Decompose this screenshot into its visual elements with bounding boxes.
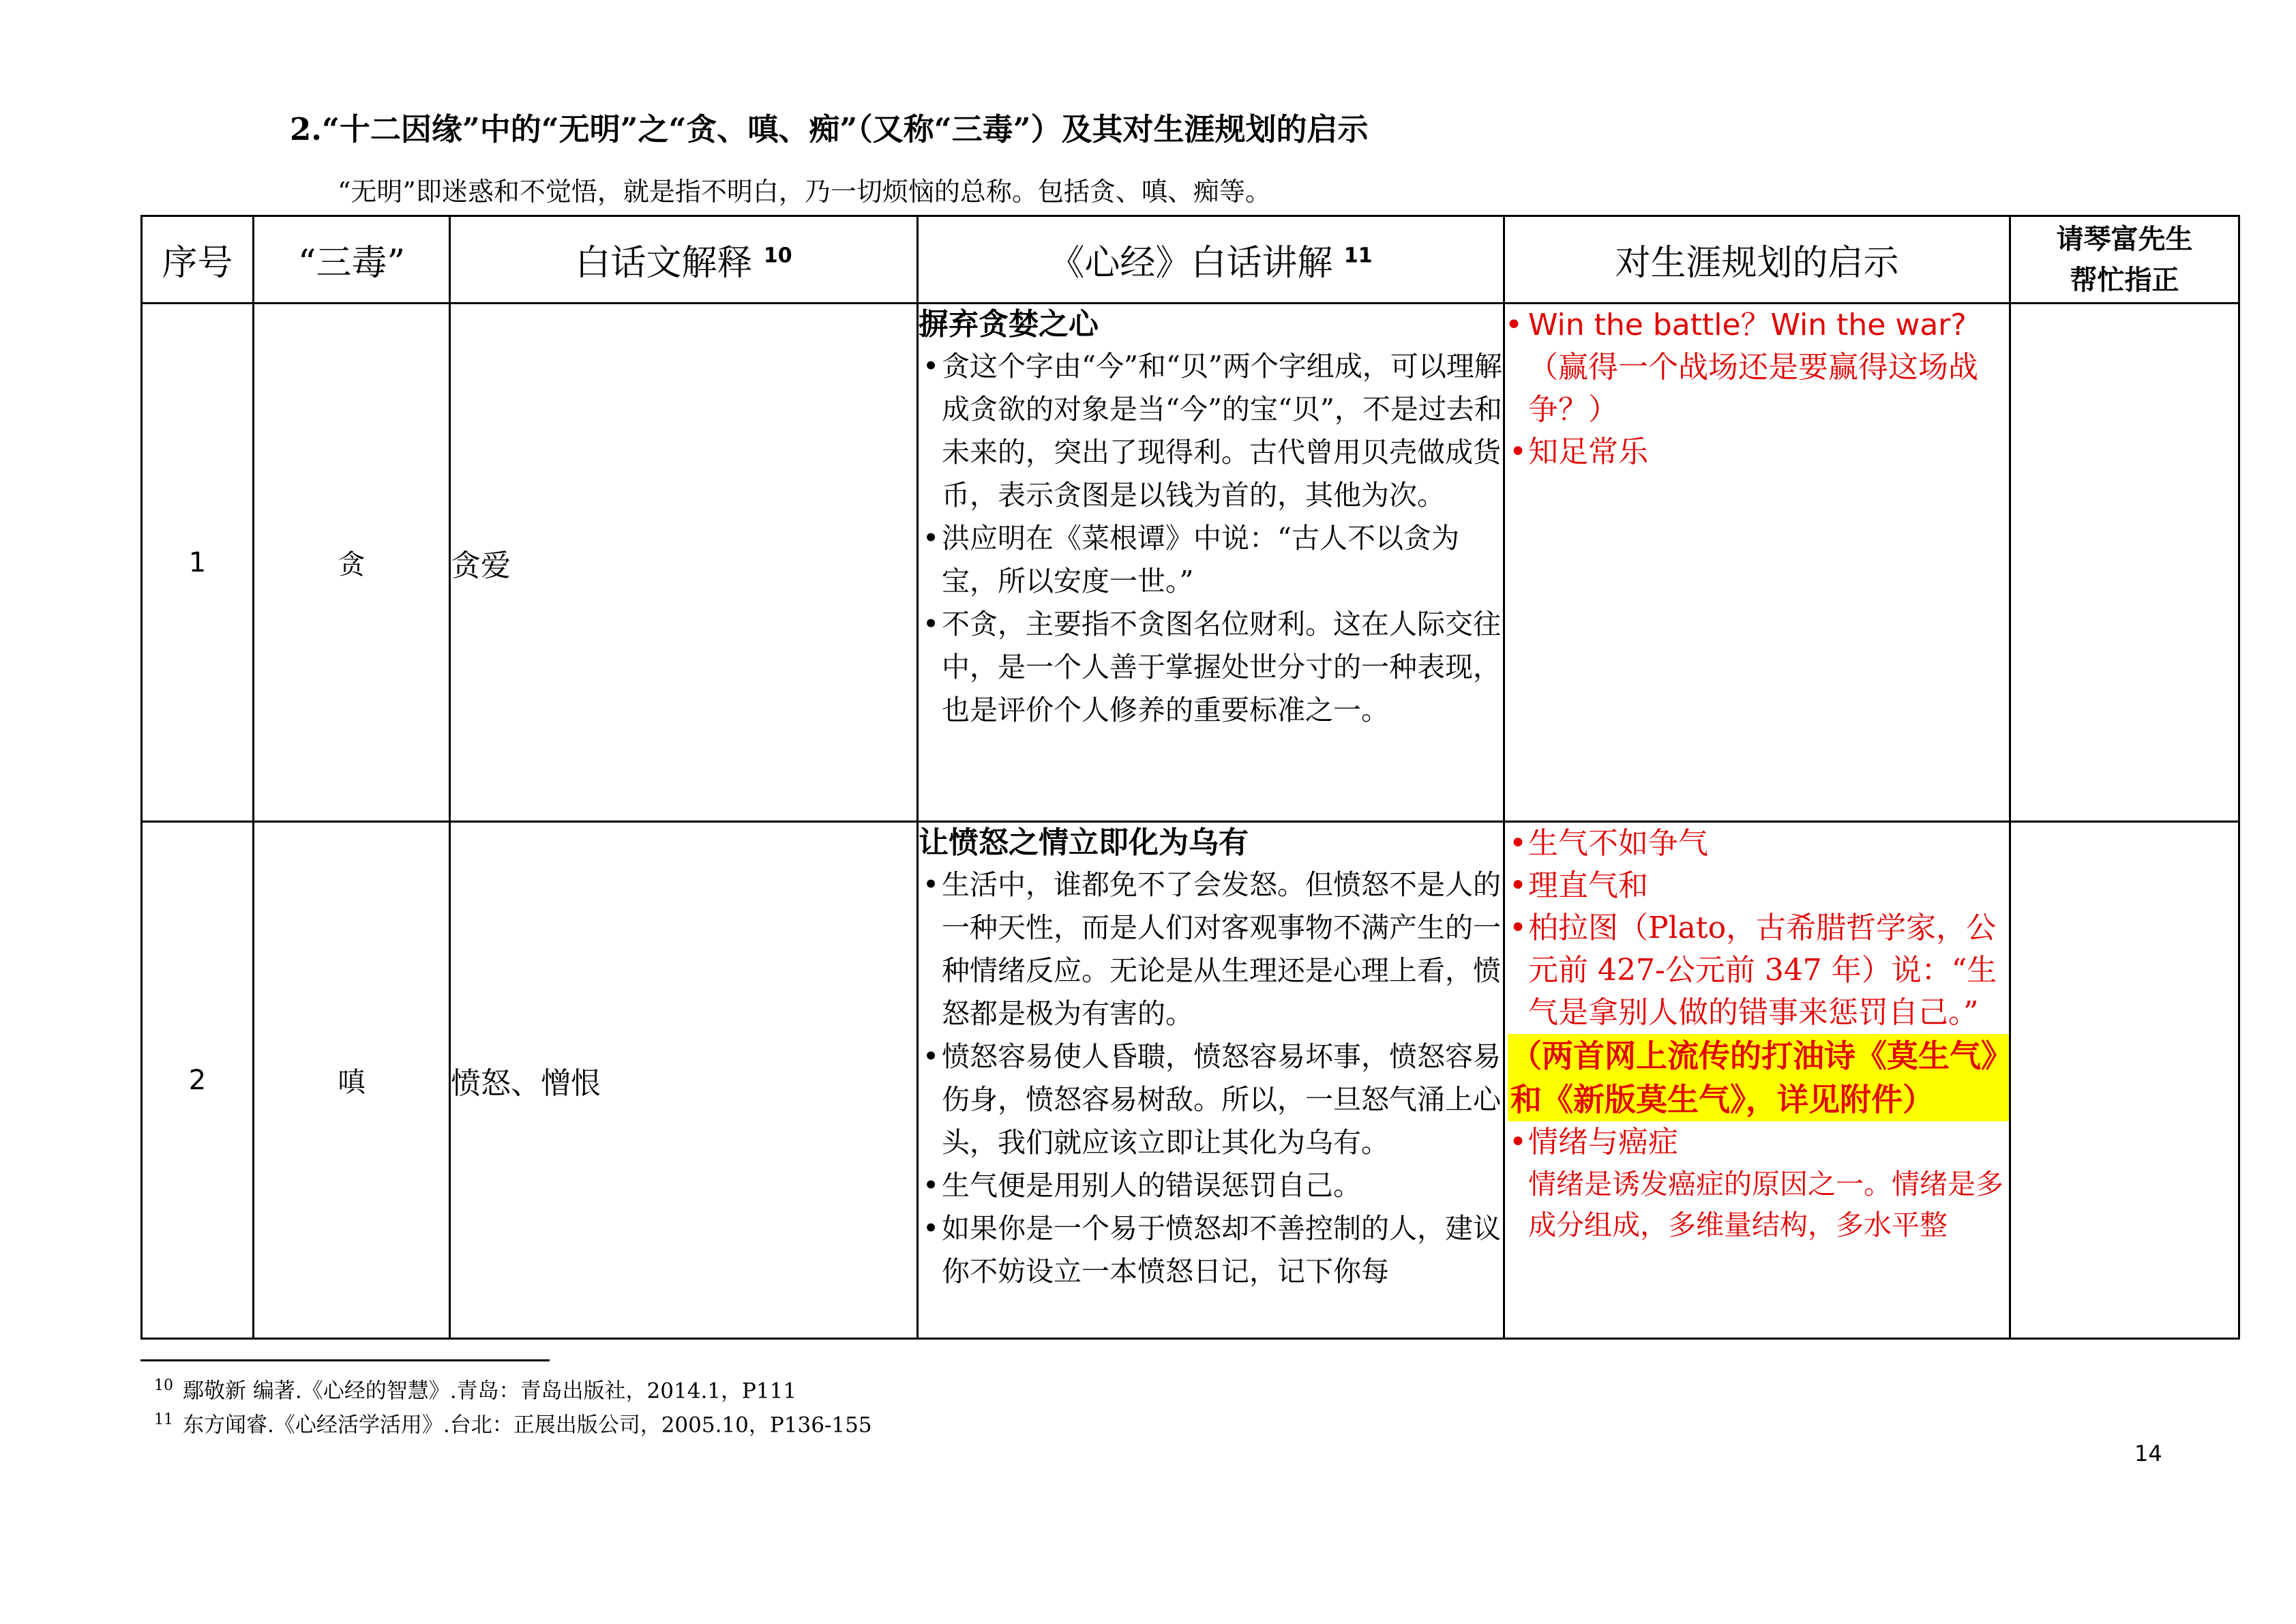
row-explanation: 愤怒、憎恨 <box>450 822 918 1339</box>
page-number: 14 <box>2134 1441 2162 1466</box>
row-poison: 贪 <box>254 304 450 822</box>
three-poisons-table <box>140 215 2240 1340</box>
header-heart-sutra: 《心经》白话讲解 $^{11}$ <box>918 216 1504 304</box>
list-item: • 生活中，谁都免不了会发怒。但愤怒不是人的一种天性，而是人们对客观事物不满产生的一种情绪反应。无论是从生理还是心理上看，愤怒都是极为有害的。 <box>919 863 1503 1035</box>
header-three-poisons: “三毒” <box>254 216 450 304</box>
heart-title: 让愤怒之情立即化为乌有 <box>919 825 1249 860</box>
table-row <box>142 822 2239 1339</box>
header-explanation: 白话文解释 $^{10}$ <box>450 216 918 304</box>
intro-paragraph: “无明”即迷惑和不觉悟，就是指不明白，乃一切烦恼的总称。包括贪、嗔、痴等。 <box>338 177 1271 207</box>
row-reviewer <box>2010 304 2239 822</box>
row-heart-sutra <box>918 822 1504 1339</box>
row-career-insight <box>1504 304 2010 822</box>
list-item: • 情绪与癌症 <box>1505 1121 2009 1164</box>
section-heading: 2.“十二因缘”中的“无明”之“贪、嗔、痴”（又称“三毒”）及其对生涯规划的启示 <box>290 111 1369 147</box>
list-item: • 理直气和 <box>1505 865 2009 907</box>
table-header-row <box>142 216 2239 304</box>
list-item: • Win the battle？Win the war?（赢得一个战场还是要赢得这场战争？） <box>1505 304 2009 431</box>
row-number: 2 <box>142 822 254 1339</box>
row-number: 1 <box>142 304 254 822</box>
list-item: • 愤怒容易使人昏聩，愤怒容易坏事，愤怒容易伤身，愤怒容易树敌。所以，一旦怒气涌上心头，我们就应该立即让其化为乌有。 <box>919 1035 1503 1164</box>
row-heart-sutra <box>918 304 1504 822</box>
row-poison: 嗔 <box>254 822 450 1339</box>
career-note: 情绪是诱发癌症的原因之一。情绪是多成分组成，多维量结构，多水平整 <box>1528 1168 2003 1241</box>
row-career-insight <box>1504 822 2010 1339</box>
list-item: • 不贪，主要指不贪图名位财利。这在人际交往中，是一个人善于掌握处世分寸的一种表现，也是评价个人修养的重要标准之一。 <box>919 603 1503 732</box>
list-item: • 如果你是一个易于愤怒却不善控制的人，建议你不妨设立一本愤怒日记，记下你每 <box>919 1207 1503 1293</box>
highlighted-note: （两首网上流传的打油诗《莫生气》和《新版莫生气》，详见附件） <box>1508 1034 2009 1121</box>
list-item: • 知足常乐 <box>1505 431 2009 473</box>
footnote-ref-11: 11 <box>1343 243 1373 268</box>
list-item: • 生气不如争气 <box>1505 823 2009 865</box>
heart-title: 摒弃贪婪之心 <box>919 307 1099 342</box>
footnote-ref-10: 10 <box>763 243 792 268</box>
table-row <box>142 304 2239 822</box>
header-reviewer: 请琴富先生 帮忙指正 <box>2010 216 2239 304</box>
list-item: • 柏拉图（Plato，古希腊哲学家，公元前 427-公元前 347 年）说：“生气是拿别人做的错事来惩罚自己。” <box>1505 907 2009 1034</box>
list-item: • 贪这个字由“今”和“贝”两个字组成，可以理解成贪欲的对象是当“今”的宝“贝”，不是过去和未来的，突出了现得利。古代曾用贝壳做成货币，表示贪图是以钱为首的，其他为次。 <box>919 345 1503 517</box>
footnote-10: $^{10}$ 鄢敬新 编著.《心经的智慧》.青岛：青岛出版社，2014.1，P111 <box>154 1377 797 1404</box>
row-explanation: 贪爱 <box>450 304 918 822</box>
footnote-11: $^{11}$ 东方闻睿.《心经活学活用》.台北：正展出版公司，2005.10，P136-155 <box>154 1411 872 1438</box>
footnote-divider <box>140 1359 550 1361</box>
list-item: • 洪应明在《菜根谭》中说：“古人不以贪为宝，所以安度一世。” <box>919 517 1503 603</box>
list-item: • 生气便是用别人的错误惩罚自己。 <box>919 1164 1503 1207</box>
header-career-insight: 对生涯规划的启示 <box>1504 216 2010 304</box>
header-number: 序号 <box>142 216 254 304</box>
row-reviewer <box>2010 822 2239 1339</box>
